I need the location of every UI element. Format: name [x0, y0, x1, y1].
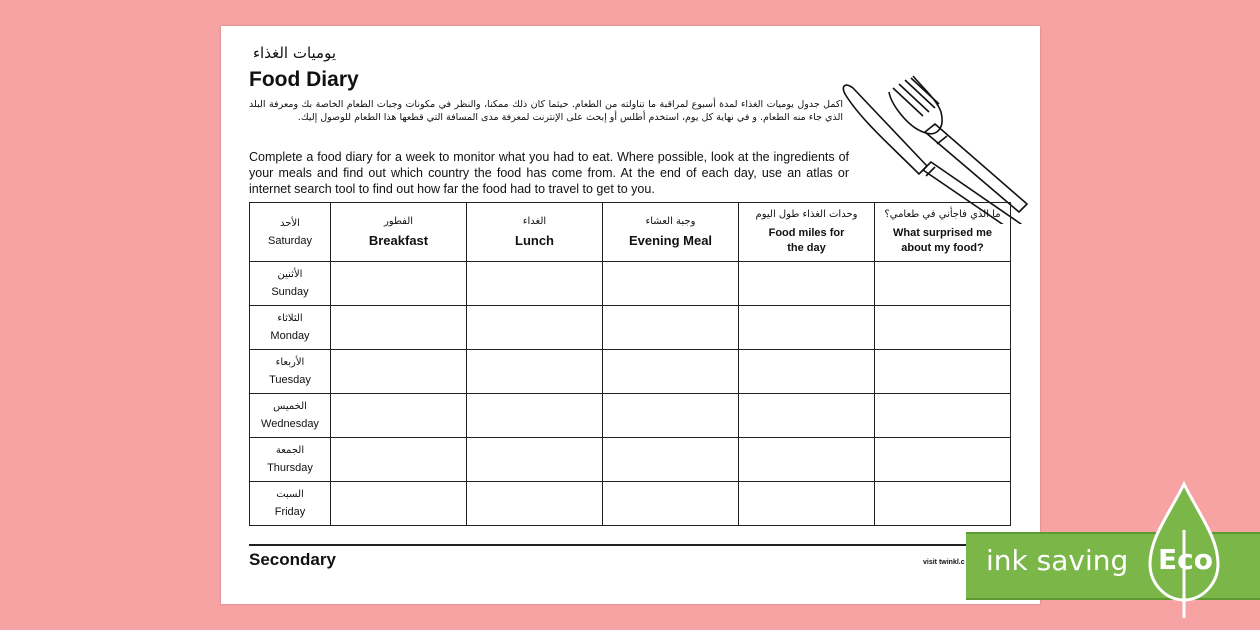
header-label-arabic: الغداء [522, 215, 547, 227]
day-arabic: الأربعاء [275, 357, 305, 368]
eco-badge-text: Eco [1158, 543, 1213, 576]
header-label-english: Lunch [515, 232, 554, 248]
header-label-arabic: وجبة العشاء [645, 215, 696, 227]
breakfast-cell[interactable] [331, 350, 467, 394]
header-breakfast [331, 203, 467, 262]
day-cell [250, 438, 331, 482]
day-arabic: الجمعة [275, 445, 305, 456]
food-miles-cell[interactable] [739, 394, 875, 438]
food-miles-cell[interactable] [739, 262, 875, 306]
header-label-arabic: ما الذي فاجأني في طعامي؟ [884, 208, 1001, 220]
lunch-cell[interactable] [467, 482, 603, 526]
footer-divider [249, 544, 1013, 546]
food-diary-table [249, 202, 1011, 526]
title-arabic: يوميات الغذاء [253, 44, 337, 62]
surprised-cell[interactable] [875, 438, 1011, 482]
day-english: Sunday [271, 286, 309, 298]
header-day-english: Saturday [267, 234, 313, 247]
day-cell [250, 394, 331, 438]
header-label-english-line1: Food miles for [768, 226, 845, 239]
table-row [250, 262, 1011, 306]
breakfast-cell[interactable] [331, 438, 467, 482]
day-english: Friday [274, 506, 306, 518]
day-cell [250, 262, 331, 306]
lunch-cell[interactable] [467, 350, 603, 394]
food-miles-cell[interactable] [739, 306, 875, 350]
table-row [250, 482, 1011, 526]
day-arabic: الأثنين [277, 269, 303, 280]
table-row [250, 438, 1011, 482]
evening-meal-cell[interactable] [603, 438, 739, 482]
breakfast-cell[interactable] [331, 306, 467, 350]
knife-and-fork-icon [831, 54, 1031, 224]
header-label-english-line2: about my food? [901, 241, 984, 254]
intro-arabic: اكمل جدول يوميات الغذاء لمدة أسبوع لمراقبة ما تناولته من الطعام. حيثما كان ذلك ممكنا، والنظر في مكونات وجبات الطعام الخاصة بك ومعرفة البلد الذي جاء منه الطعام. و في نهاية كل يوم، استخدم أطلس أو إبحث على الإنترنت لمعرفة مدى المسافة التي قطعها هذا الطعام للوصول إليك. [249, 99, 843, 123]
day-cell [250, 482, 331, 526]
lunch-cell[interactable] [467, 394, 603, 438]
day-arabic: الخميس [273, 401, 307, 412]
header-food-miles [739, 203, 875, 262]
day-arabic: السبت [276, 489, 304, 500]
day-english: Monday [270, 330, 310, 342]
food-miles-cell[interactable] [739, 438, 875, 482]
header-label-english: Evening Meal [628, 232, 713, 248]
table-header-row [250, 203, 1011, 262]
table-row [250, 306, 1011, 350]
day-english: Thursday [267, 462, 313, 474]
header-label-arabic: الفطور [383, 215, 414, 227]
breakfast-cell[interactable] [331, 482, 467, 526]
evening-meal-cell[interactable] [603, 350, 739, 394]
header-label-english-line2: the day [787, 241, 826, 254]
header-day-arabic: الأحد [280, 217, 300, 229]
header-day-cell [250, 203, 331, 262]
footer-link[interactable]: visit twinkl.c [923, 559, 965, 566]
surprised-cell[interactable] [875, 306, 1011, 350]
table-row [250, 350, 1011, 394]
footer-level-label: Secondary [249, 550, 336, 569]
header-label-arabic: وحدات الغذاء طول اليوم [755, 208, 858, 220]
lunch-cell[interactable] [467, 306, 603, 350]
breakfast-cell[interactable] [331, 262, 467, 306]
day-cell [250, 350, 331, 394]
header-surprised [875, 203, 1011, 262]
surprised-cell[interactable] [875, 394, 1011, 438]
header-lunch [467, 203, 603, 262]
evening-meal-cell[interactable] [603, 394, 739, 438]
day-english: Wednesday [261, 418, 319, 430]
header-evening-meal [603, 203, 739, 262]
evening-meal-cell[interactable] [603, 262, 739, 306]
worksheet-page [221, 26, 1040, 604]
evening-meal-cell[interactable] [603, 306, 739, 350]
food-miles-cell[interactable] [739, 482, 875, 526]
surprised-cell[interactable] [875, 262, 1011, 306]
lunch-cell[interactable] [467, 262, 603, 306]
surprised-cell[interactable] [875, 482, 1011, 526]
surprised-cell[interactable] [875, 350, 1011, 394]
lunch-cell[interactable] [467, 438, 603, 482]
ink-saving-text: ink saving [986, 544, 1129, 577]
food-miles-cell[interactable] [739, 350, 875, 394]
breakfast-cell[interactable] [331, 394, 467, 438]
day-arabic: الثلاثاء [277, 313, 303, 324]
header-label-english: Breakfast [368, 232, 429, 248]
evening-meal-cell[interactable] [603, 482, 739, 526]
day-cell [250, 306, 331, 350]
page-title: Food Diary [249, 68, 359, 91]
table-row [250, 394, 1011, 438]
header-label-english-line1: What surprised me [892, 226, 993, 239]
day-english: Tuesday [269, 374, 311, 386]
intro-english: Complete a food diary for a week to monitor what you had to eat. Where possible, look at the ingredients of your meals and find out which country the food has come from. At the end of each day, use an atlas or internet search tool to find out how far the food had to travel to get to you. [249, 150, 849, 196]
